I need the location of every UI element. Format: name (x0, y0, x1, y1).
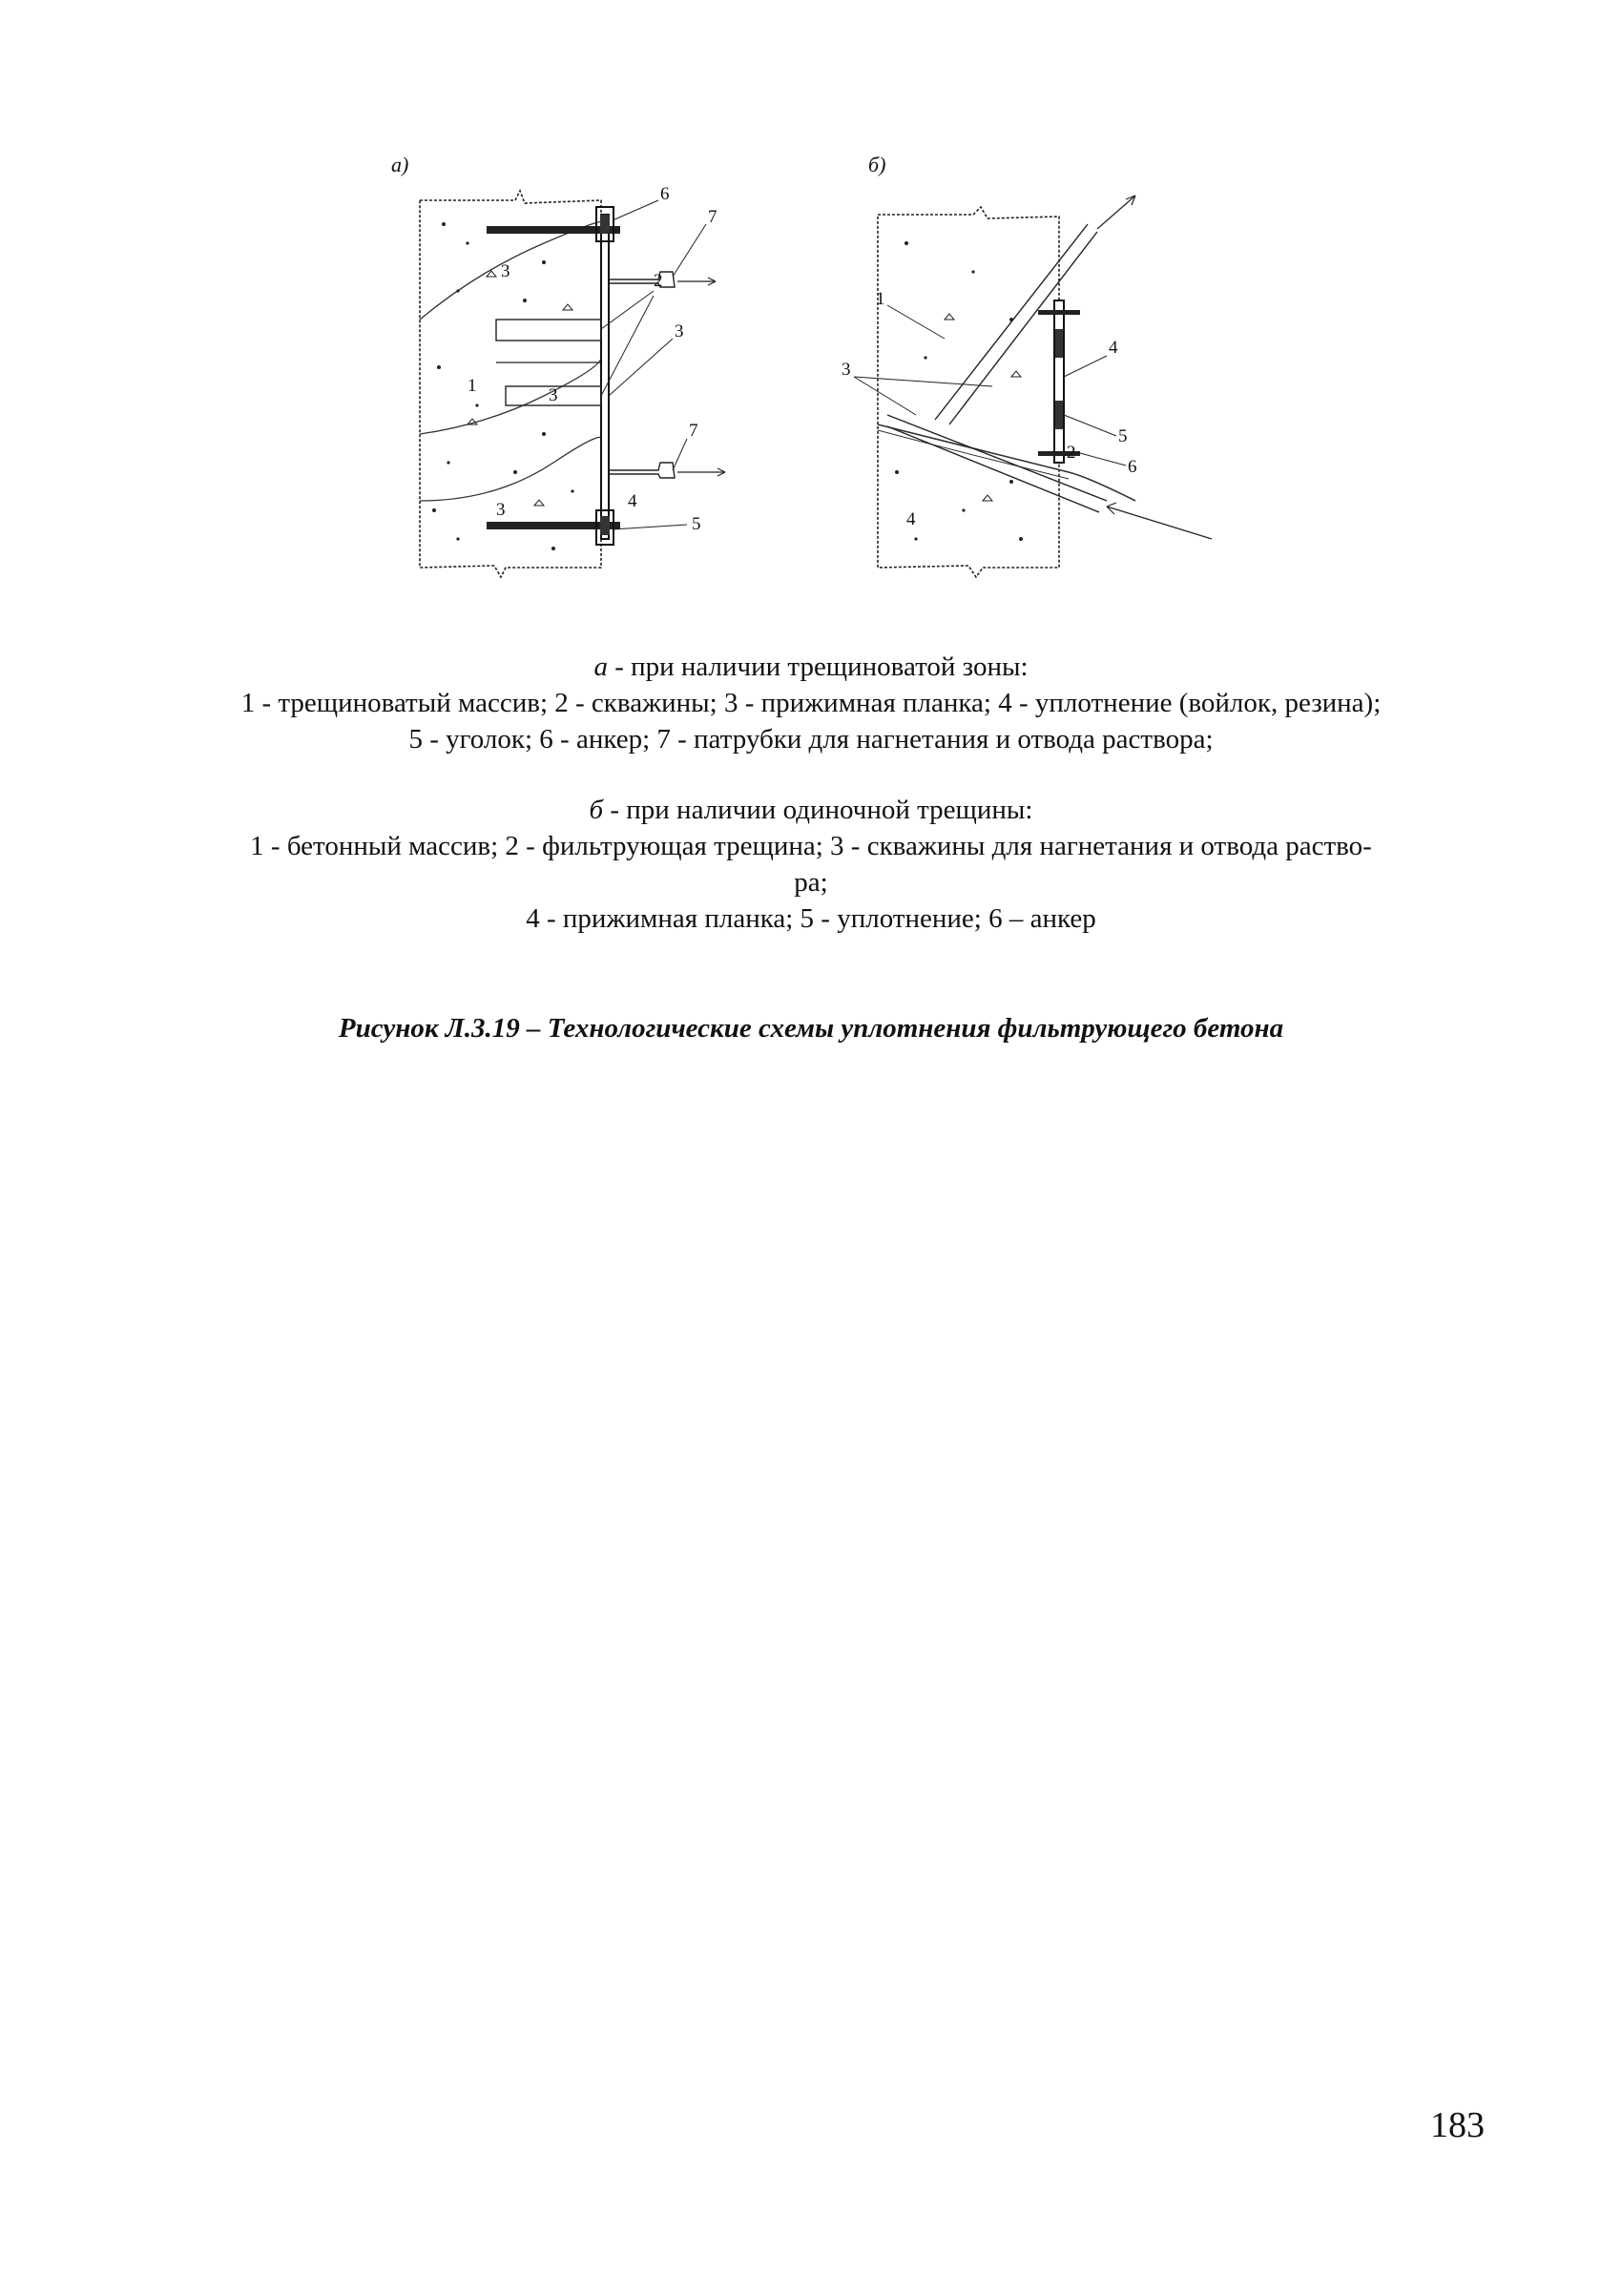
figure-a-label: а) (391, 153, 409, 176)
callout-2: 2 (654, 271, 663, 291)
callout-4: 4 (1109, 338, 1118, 358)
fracture-zone-boundary-upper (420, 222, 602, 321)
legend-b-heading-text: - при наличии одиночной трещины: (603, 795, 1033, 825)
callout-6: 6 (660, 186, 670, 204)
pressure-plate-a (601, 215, 609, 539)
callout-7-bottom: 7 (689, 421, 698, 441)
borehole-1 (496, 320, 601, 341)
concrete-block-a (420, 191, 601, 577)
callout-4: 4 (628, 491, 637, 511)
legend-a (95, 649, 1527, 757)
callout-1: 1 (876, 289, 885, 309)
injection-pipe-top (609, 272, 675, 287)
callout-5: 5 (1118, 426, 1128, 446)
legend-b-letter: б (589, 795, 604, 825)
callout-5: 5 (692, 514, 701, 534)
borehole-lower (887, 415, 1107, 512)
legend-b (95, 792, 1527, 937)
legend-b-heading (95, 792, 1527, 828)
figure-b-label: б) (868, 153, 886, 176)
figure-caption: Рисунок Л.3.19 – Технологические схемы уплотнения фильтрующего бетона (338, 1013, 1284, 1044)
callout-2: 2 (1067, 443, 1076, 463)
legend-a-heading-text: - при наличии трещиноватой зоны: (607, 652, 1029, 682)
borehole-upper (935, 224, 1097, 424)
filtering-crack (878, 424, 1135, 501)
legend-a-line-2: 5 - уголок; 6 - анкер; 7 - патрубки для нагнетания и отвода раствора; (408, 724, 1214, 755)
legend-a-letter: а (593, 652, 608, 682)
legend-b-line-1: 1 - бетонный массив; 2 - фильтрующая трещина; 3 - скважины для нагнетания и отвода раство- (250, 831, 1372, 861)
legend-a-line-1: 1 - трещиноватый массив; 2 - скважины; 3 - прижимная планка; 4 - уплотнение (войлок, резина); (240, 688, 1382, 718)
texture-mark: 3 (549, 385, 558, 405)
page-number: 183 (1430, 2105, 1485, 2145)
texture-mark: 3 (501, 261, 510, 281)
texture-mark: 1 (468, 376, 477, 396)
schema-a-drawing (401, 186, 811, 587)
legend-b-line-2: ра; (794, 867, 828, 898)
concrete-block-b (878, 207, 1059, 577)
pressure-plate-b (1054, 300, 1064, 463)
fracture-zone-boundary-lower (420, 358, 601, 434)
callout-6: 6 (1128, 457, 1137, 477)
legend-a-heading (95, 649, 1527, 685)
callout-7-top: 7 (708, 207, 717, 227)
injection-pipe-bottom (609, 463, 675, 478)
texture-mark: 4 (906, 509, 916, 529)
schema-b-drawing (821, 186, 1259, 587)
callout-3: 3 (675, 321, 684, 341)
texture-mark: 3 (496, 500, 506, 520)
legend-b-line-3: 4 - прижимная планка; 5 - уплотнение; 6 – анкер (526, 903, 1096, 934)
figure (363, 143, 1259, 601)
callout-3: 3 (842, 360, 851, 380)
